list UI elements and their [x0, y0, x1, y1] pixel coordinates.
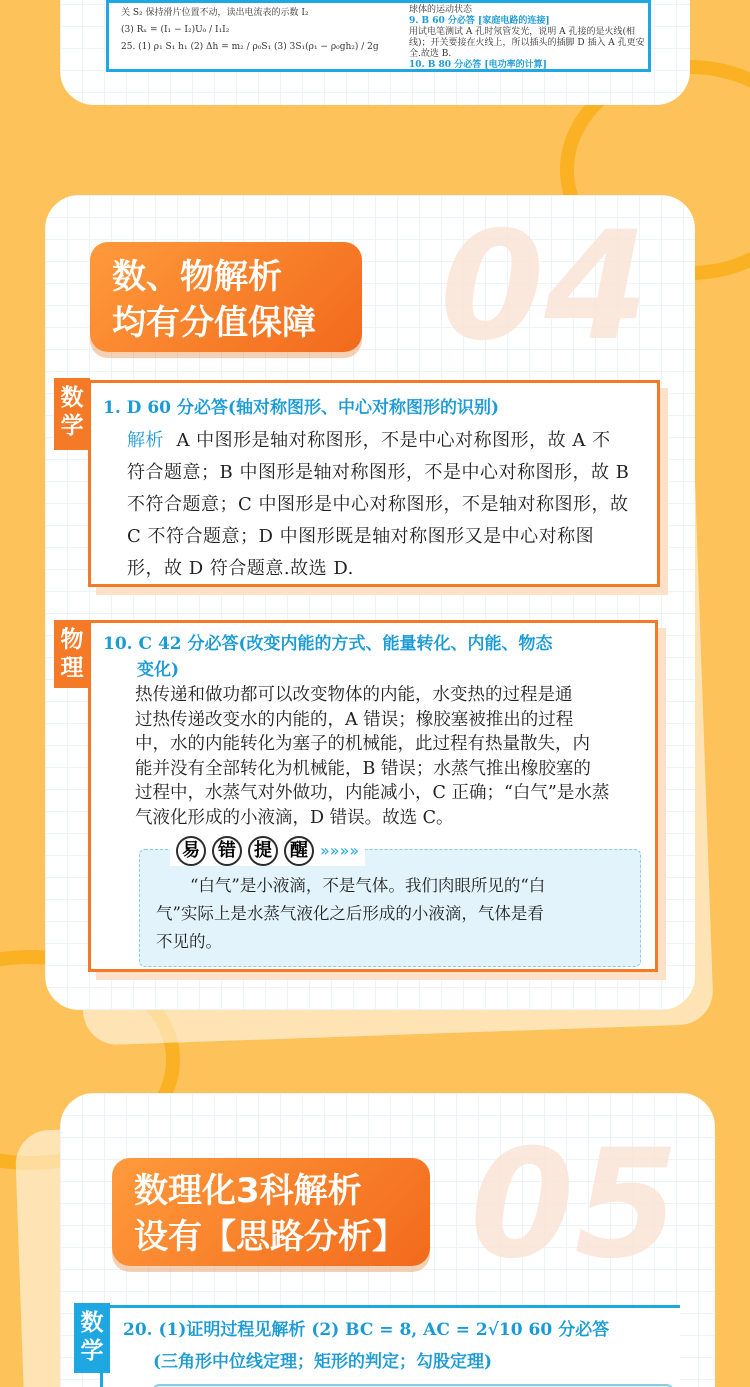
math-explanation-line: C 不符合题意；D 中图形既是轴对称图形又是中心对称图 — [127, 526, 595, 547]
section1-title-box — [90, 242, 362, 352]
section2-title-box — [112, 1158, 430, 1266]
error-tip-box — [139, 840, 641, 967]
error-tip-line: 气”实际上是水蒸气液化之后形成的小液滴，气体是看 — [156, 904, 544, 923]
math-explanation-line: 形，故 D 符合题意.故选 D. — [127, 558, 354, 579]
physics-answer-card — [88, 620, 658, 972]
math-explanation-line: 符合题意；B 中图形是轴对称图形，不是中心对称图形，故 B — [127, 462, 630, 483]
top-left-line: 25. (1) ρ₁ S₁ h₁ (2) Δh = m₂ / ρ₀S₁ (3) 3S₁(ρ₁ − ρ₀gh₂) / 2g — [121, 42, 379, 52]
tip-char: 醒 — [284, 836, 314, 866]
math-explanation-line: 不符合题意；C 中图形是中心对称图形，不是轴对称图形，故 — [127, 494, 629, 515]
section2-question — [123, 1314, 609, 1378]
section2-subject-tab: 数学 — [74, 1303, 110, 1373]
error-tip-line: “白气”是小液滴，不是气体。我们肉眼所见的“白 — [190, 876, 546, 895]
section2-math-card — [100, 1305, 680, 1387]
tip-char: 易 — [176, 836, 206, 866]
math-explanation-line: A 中图形是轴对称图形，不是中心对称图形，故 A 不 — [176, 430, 611, 451]
top-right-line: 全.故选 B. — [409, 49, 452, 59]
section1-title-line2: 均有分值保障 — [112, 303, 316, 343]
top-document-excerpt — [106, 0, 651, 72]
physics-explanation — [135, 683, 609, 830]
section1-background-number: 04 — [440, 200, 649, 374]
tip-char: 提 — [248, 836, 278, 866]
section2-question-line: (三角形中位线定理；矩形的判定；勾股定理) — [153, 1352, 493, 1372]
tip-arrows: »»»» — [320, 841, 360, 860]
math-subject-tab: 数学 — [54, 378, 90, 450]
section2-title-line2: 设有【思路分析】 — [134, 1217, 406, 1257]
math-question-line: 1. D 60 分必答(轴对称图形、中心对称图形的识别) — [103, 398, 499, 418]
error-tip-text — [156, 872, 545, 956]
math-explanation — [127, 425, 629, 585]
top-right-line: 球体的运动状态 — [409, 5, 473, 15]
tip-char: 错 — [212, 836, 242, 866]
physics-explanation-line: 过程中，水蒸气对外做功，内能减小，C 正确；“白气”是水蒸 — [135, 783, 610, 803]
top-right-line: 10. B 80 分必答 [电功率的计算] — [409, 60, 547, 70]
section1-title-line1: 数、物解析 — [112, 257, 282, 297]
section2-title-line1: 数理化3科解析 — [134, 1171, 362, 1211]
math-answer-card — [88, 380, 660, 587]
top-right-line: 9. B 60 分必答 [家庭电路的连接] — [409, 16, 550, 26]
top-right-line: 线)；开关要接在火线上，所以插头的插脚 D 插入 A 孔更安 — [409, 38, 645, 48]
error-tip-header — [170, 836, 365, 866]
physics-explanation-line: 气液化形成的小液滴，D 错误。故选 C。 — [135, 807, 454, 828]
error-tip-line: 不见的。 — [156, 932, 222, 951]
top-right-line: 用试电笔测试 A 孔时氖管发光，说明 A 孔接的是火线(相 — [409, 27, 635, 37]
top-left-line: (3) Rₓ = (I₁ − I₂)U₀ / I₁I₂ — [121, 25, 230, 35]
physics-subject-tab: 物理 — [54, 620, 90, 688]
top-left-line: 关 S₂ 保持滑片位置不动，读出电流表的示数 I₂ — [121, 8, 309, 18]
physics-explanation-line: 中，水的内能转化为塞子的机械能，此过程有热量散失，内 — [135, 734, 590, 754]
physics-explanation-line: 过热传递改变水的内能的，A 错误；橡胶塞被推出的过程 — [135, 709, 574, 730]
section2-background-number: 05 — [470, 1118, 679, 1292]
physics-explanation-line: 能并没有全部转化为机械能，B 错误；水蒸气推出橡胶塞的 — [135, 758, 591, 779]
analysis-label: 解析 — [127, 430, 164, 451]
section2-question-line: 20. (1)证明过程见解析 (2) BC = 8, AC = 2√10 60 分必答 — [123, 1320, 610, 1340]
physics-explanation-line: 热传递和做功都可以改变物体的内能，水变热的过程是通 — [135, 685, 573, 705]
physics-question-line: 10. C 42 分必答(改变内能的方式、能量转化、内能、物态 变化) — [103, 634, 553, 680]
